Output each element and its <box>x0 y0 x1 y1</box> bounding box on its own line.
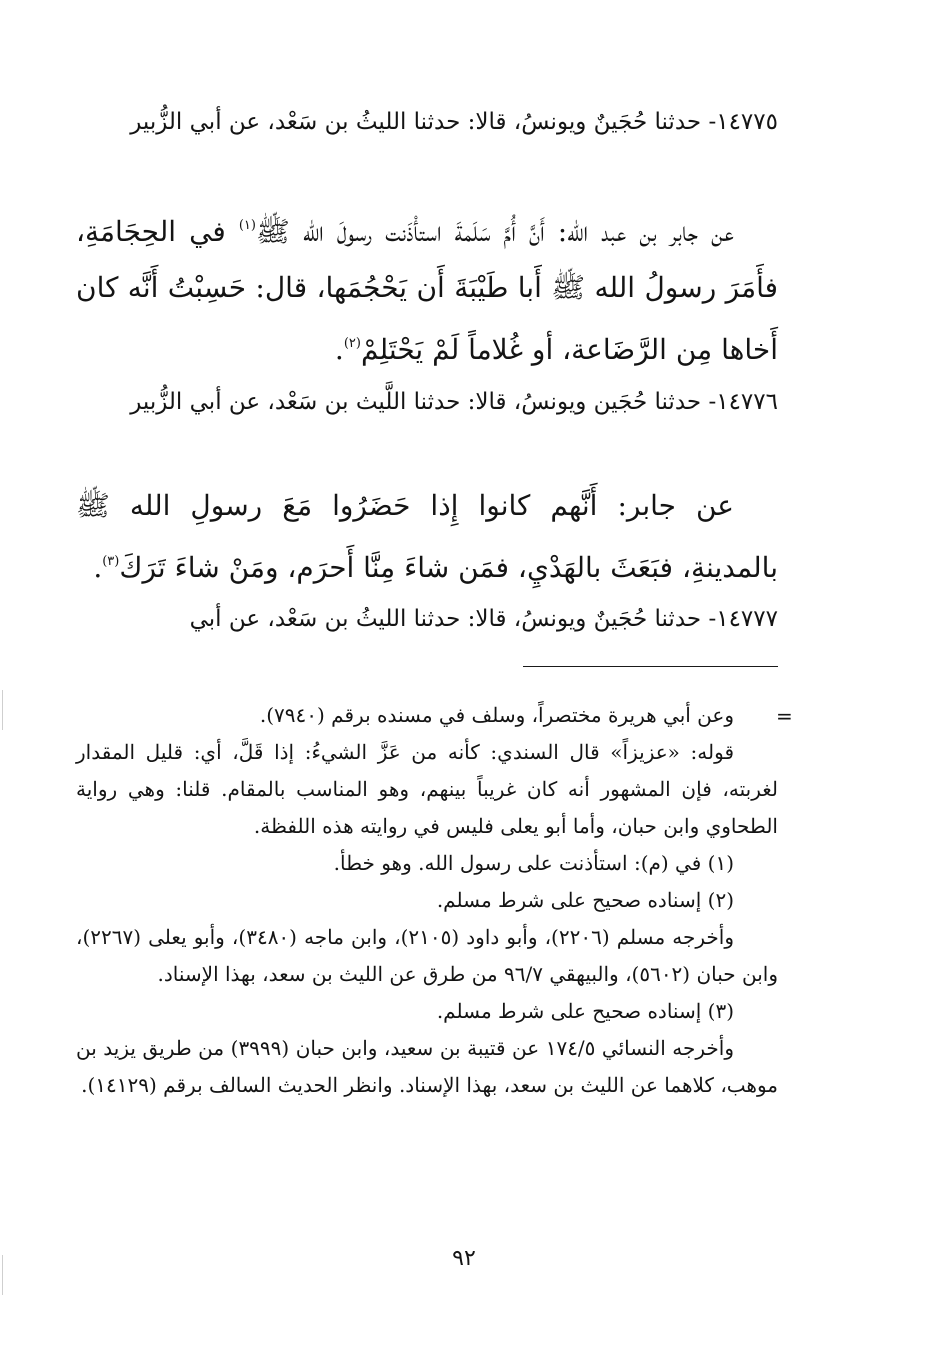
scan-edge-mark <box>2 1255 3 1295</box>
matn-text-cont: في الحِجَامَةِ، فأَمَرَ رسولُ الله ﷺ أَبا طَيْبَةَ أَن يَحْجُمَها، قال: حَسِبْتُ أَنَّه كان أَخاها مِن الرَّضَاعة، أو غُلاماً لَمْ يَحْتَلِمْ <box>76 215 778 366</box>
footnotes <box>76 697 778 1104</box>
footnote-continuation: وعن أبي هريرة مختصراً، وسلف في مسنده برقم (٧٩٤٠). <box>259 703 734 727</box>
footnote-3-detail: وأخرجه النسائي ١٧٤/٥ عن قتيبة بن سعيد، وابن حبان (٣٩٩٩) من طريق يزيد بن موهب، كلاهما عن الليث بن سعد، بهذا الإسناد. وانظر الحديث السالف برقم (١٤١٢٩). <box>76 1036 778 1097</box>
isnad-text: حدثنا حُجَين ويونسُ، قالا: حدثنا اللَّيث بن سَعْد، عن أبي الزُّبير <box>130 389 702 415</box>
isnad-text: حدثنا حُجَينٌ ويونسُ، قالا: حدثنا الليثُ بن سَعْد، عن أبي <box>189 606 702 632</box>
scan-edge-mark <box>2 690 3 730</box>
hadith-number: ١٤٧٧٧- <box>708 606 778 632</box>
footnote-2: (٢) إسناده صحيح على شرط مسلم. <box>436 888 734 912</box>
isnad-text: حدثنا حُجَينٌ ويونسُ، قالا: حدثنا الليثُ بن سَعْد، عن أبي الزُّبير <box>130 109 702 135</box>
matn-end: . <box>334 333 344 366</box>
continuation-mark: = <box>776 704 793 728</box>
footnote-2-detail: وأخرجه مسلم (٢٢٠٦)، وأبو داود (٢١٠٥)، وابن ماجه (٣٤٨٠)، وأبو يعلى (٢٢٦٧)، وابن حبان (٥٦٠٢)، والبيهقي ٩٦/٧ من طرق عن الليث بن سعد، بهذا الإسناد. <box>76 925 778 986</box>
matn-text: عن جابر بن عبد الله: أَنَّ أُمَّ سَلَمةَ استأْذَنت رسولَ الله ﷺ <box>255 215 734 248</box>
footnote-ref-3: (٣) <box>102 554 120 569</box>
hadith-14775-matn <box>76 198 778 378</box>
hadith-number: ١٤٧٧٥- <box>708 109 778 135</box>
footnote-separator <box>523 666 778 667</box>
hadith-14775-chain <box>76 100 778 145</box>
hadith-number: ١٤٧٧٦- <box>708 389 778 415</box>
hadith-14776-matn <box>76 478 778 596</box>
hadith-14777-chain <box>76 597 778 642</box>
matn-text: عن جابر: أَنَّهم كانوا إِذا حَضَرُوا مَعَ رسولِ الله ﷺ بالمدينةِ، فبَعَثَ بالهَدْيِ، فمَن شاءَ مِنَّا أَحرَم، ومَنْ شاءَ تَرَكَ <box>76 489 778 584</box>
matn-end: . <box>93 551 103 584</box>
footnote-ref-2: (٢) <box>343 336 361 351</box>
hadith-14776-chain <box>76 380 778 425</box>
footnote-1: (١) في (م): استأذنت على رسول الله. وهو خطأ. <box>333 851 734 875</box>
footnote-ref-1: (١) <box>238 218 256 233</box>
footnote-comment: قوله: «عزيزاً» قال السندي: كأنه من عَزَّ الشيءُ: إذا قَلَّ، أي: قليل المقدار لغربته، فإن المشهور أنه كان غريباً بينهم، وهو المناسب بالمقام. قلنا: وهي رواية الطحاوي وابن حبان، وأما أبو يعلى فليس في روايته هذه اللفظة. <box>76 740 778 838</box>
page-number: ٩٢ <box>452 1246 476 1271</box>
footnote-3: (٣) إسناده صحيح على شرط مسلم. <box>436 999 734 1023</box>
